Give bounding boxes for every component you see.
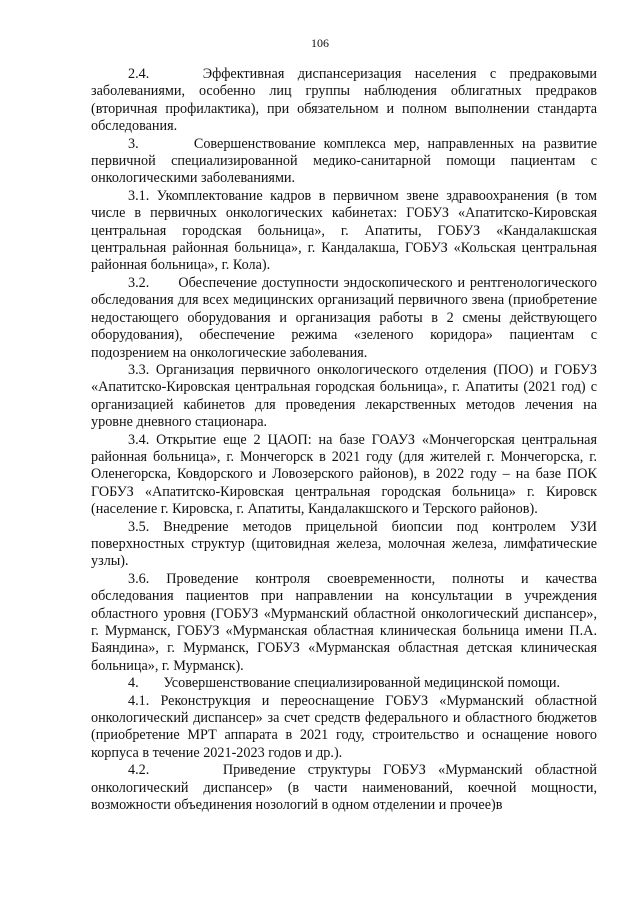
paragraph-3-6: 3.6. Проведение контроля своевременности, полноты и качества обследования пациентов при направлении на консультации в учреждения областного уровня (ГОБУЗ «Мурманский областной онкологический диспансер», г. Мурманск, ГОБУЗ «Мурманская областная клиническая больница имени П.А. Баяндина», г. Мурманск, ГОБУЗ «Мурманская областная детская клиническая больница», г. Мурманск).	[91, 570, 597, 674]
paragraph-3-3: 3.3. Организация первичного онкологического отделения (ПОО) и ГОБУЗ «Апатитско-Кировская центральная городская больница», г. Апатиты (2021 год) с организацией кабинетов для проведения лекарственных методов лечения на уровне дневного стационара.	[91, 361, 597, 431]
page-number: 106	[311, 36, 329, 50]
paragraph-4-2: 4.2. Приведение структуры ГОБУЗ «Мурманский областной онкологический диспансер» (в части наименований, коечной мощности, возможности объединения нозологий в одном отделении и прочее)в	[91, 762, 597, 814]
paragraph-3-5: 3.5. Внедрение методов прицельной биопсии под контролем УЗИ поверхностных структур (щитовидная железа, молочная железа, лимфатические узлы).	[91, 518, 597, 570]
paragraph-3-4: 3.4. Открытие еще 2 ЦАОП: на базе ГОАУЗ «Мончегорская центральная районная больница», г. Мончегорск в 2021 году (для жителей г. Мончегорска, г. Оленегорска, Ковдорского и Ловозерского районов), в 2022 году – на базе ПОК ГОБУЗ «Апатитско-Кировская центральная городская больница» г. Кировск (население г. Кировска, г. Апатиты, Кандалакшского и Терского районов).	[91, 431, 597, 518]
paragraph-2-4: 2.4. Эффективная диспансеризация населения с предраковыми заболеваниями, особенно лиц группы наблюдения облигатных предраков (вторичная профилактика), при обязательном и полном выполнении стандарта обследования.	[91, 66, 597, 135]
paragraph-3-2: 3.2. Обеспечение доступности эндоскопического и рентгенологического обследования для всех медицинских организаций первичного звена (приобретение недостающего оборудования и организация работы в 2 смены действующего оборудования), обеспечение режима «зеленого коридора» пациентам с подозрением на онкологические заболевания.	[91, 274, 597, 361]
document-body	[91, 66, 597, 814]
paragraph-3-1: 3.1. Укомплектование кадров в первичном звене здравоохранения (в том числе в первичных онкологических кабинетах: ГОБУЗ «Апатитско-Кировская центральная городская больница», г. Апатиты, ГОБУЗ «Кандалакшская центральная районная больница», г. Кандалакша, ГОБУЗ «Кольская центральная районная больница», г. Кола).	[91, 187, 597, 274]
paragraph-4-1: 4.1. Реконструкция и переоснащение ГОБУЗ «Мурманский областной онкологический диспансер» за счет средств федерального и областного бюджетов (приобретение МРТ аппарата в 2021 году, строительство и оснащение нового корпуса в течение 2021-2023 годов и др.).	[91, 692, 597, 761]
paragraph-3: 3. Совершенствование комплекса мер, направленных на развитие первичной специализированной медико-санитарной помощи пациентам с онкологическими заболеваниями.	[91, 135, 597, 187]
paragraph-4: 4. Усовершенствование специализированной медицинской помощи.	[128, 675, 561, 692]
